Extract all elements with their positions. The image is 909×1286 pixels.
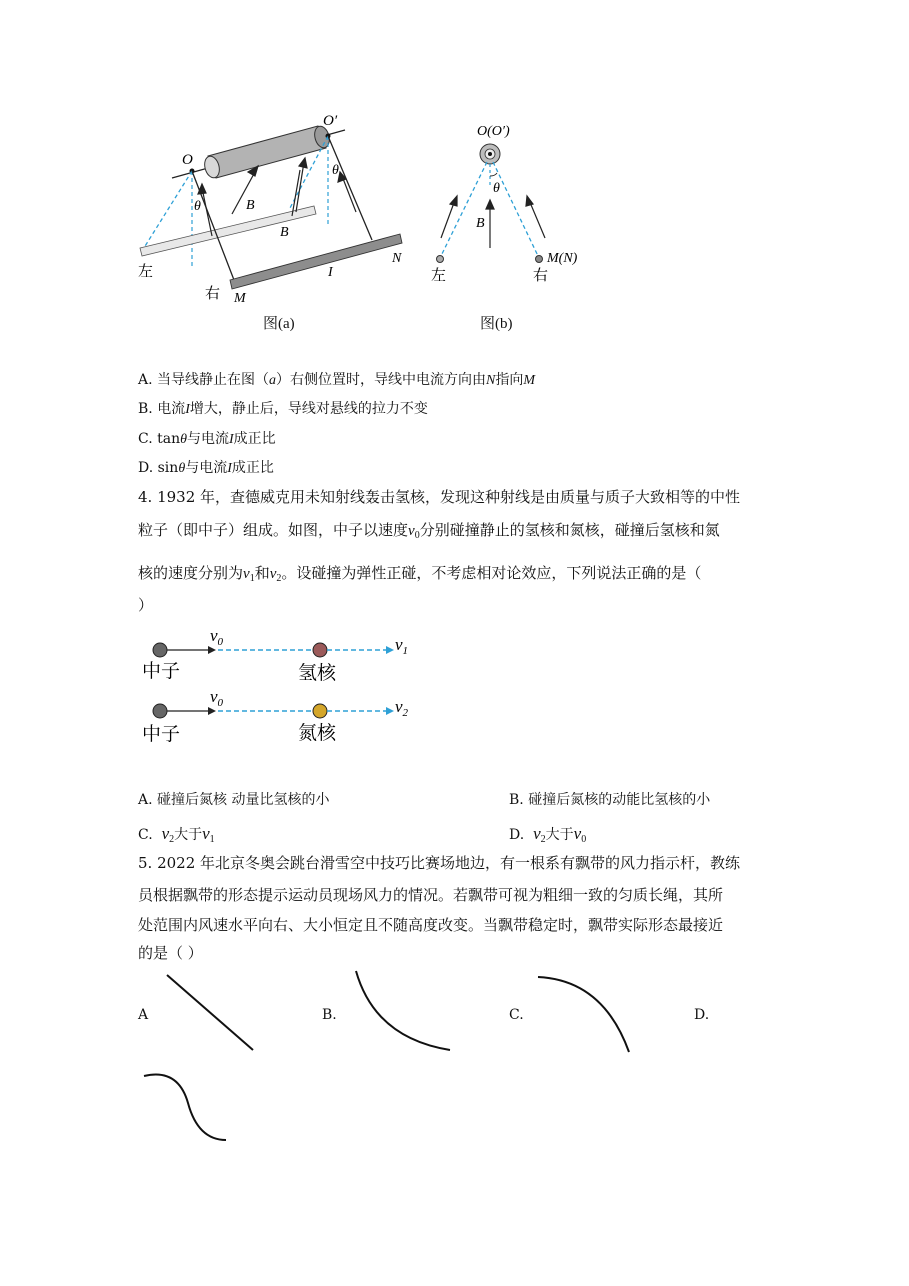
label-I: I [328, 265, 333, 280]
label-O-O-prime: O(O′) [477, 124, 510, 139]
q3-option-a: A. 当导线静止在图（a）右侧位置时，导线中电流方向由N指向M [138, 372, 536, 388]
q4-line-3: 核的速度分别为$v_1$和$v_2$。设碰撞为弹性正碰，不考虑相对论效应，下列说法正确的是（ [138, 564, 702, 584]
label-neutron-2: 中子 [142, 724, 181, 745]
label-right: 右 [205, 286, 221, 302]
q5-option-d-curve [138, 1068, 233, 1148]
label-hydrogen: 氢核 [298, 663, 337, 684]
q5-option-a-curve [160, 970, 260, 1055]
q3-option-c: C. tanθ与电流I成正比 [138, 431, 276, 447]
label-theta-b: θ [493, 181, 500, 196]
q5-line-3: 处范围内风速水平向右、大小恒定且不随高度改变。当飘带稳定时，飘带实际形态最接近 [138, 916, 724, 934]
q3-option-b: B. 电流I增大，静止后，导线对悬线的拉力不变 [138, 401, 428, 417]
q5-line-4: 的是（ ） [138, 944, 203, 962]
label-M: M [234, 291, 246, 306]
cylinder-rod [202, 125, 331, 180]
q4-line-2: 粒子（即中子）组成。如图，中子以速度$v_0$分别碰撞静止的氢核和氮核，碰撞后氢核和氮 [138, 521, 720, 541]
q5-option-c-label: C. [509, 1007, 524, 1023]
label-left: 左 [138, 264, 154, 280]
svg-text:v0: $v_0$ [210, 626, 224, 648]
label-B-1: B [246, 198, 255, 213]
label-O-prime: O′ [323, 113, 338, 129]
label-B-2: B [280, 225, 289, 240]
q4-line-4: ） [138, 596, 154, 614]
figure-b [425, 118, 605, 288]
q4-option-a: A. 碰撞后氮核 动量比氢核的小 [138, 792, 330, 808]
figure-b-caption: 图(b) [480, 316, 513, 332]
figure-a [130, 108, 420, 308]
label-neutron-1: 中子 [142, 661, 181, 682]
q4-option-d: D. $v_2$大于$v_0$ [509, 824, 587, 845]
label-right-b: 右 [533, 268, 549, 284]
q5-option-d-label: D. [694, 1007, 710, 1023]
label-M-N: M(N) [547, 251, 578, 266]
label-theta-2: θ [332, 163, 339, 178]
q5-line-1: 5. 2022 年北京冬奥会跳台滑雪空中技巧比赛场地边，有一根系有飘带的风力指示杆，教练 [138, 854, 741, 872]
q3-option-d: D. sinθ与电流I成正比 [138, 460, 274, 476]
label-theta-1: θ [194, 199, 201, 214]
q5-option-b-label: B. [322, 1007, 337, 1023]
label-N: N [392, 251, 402, 266]
figure-q4 [138, 625, 438, 750]
figure-a-caption: 图(a) [263, 316, 295, 332]
svg-text:v1: $v_1$ [395, 635, 409, 657]
q4-option-c: C. $v_2$大于$v_1$ [138, 824, 215, 845]
q5-line-2: 员根据飘带的形态提示运动员现场风力的情况。若飘带可视为粗细一致的匀质长绳，其所 [138, 886, 724, 904]
q5-option-a-label: A [138, 1007, 149, 1023]
q4-option-b: B. 碰撞后氮核的动能比氢核的小 [509, 792, 711, 808]
q4-line-1: 4. 1932 年，查德威克用未知射线轰击氢核，发现这种射线是由质量与质子大致相等的中性 [138, 488, 741, 506]
svg-text:v0: $v_0$ [210, 687, 224, 709]
label-O: O [182, 152, 193, 168]
label-nitrogen: 氮核 [298, 723, 337, 744]
label-left-b: 左 [431, 268, 447, 284]
q5-option-c-curve [533, 970, 638, 1055]
q5-option-b-curve [350, 968, 455, 1053]
svg-text:v2: $v_2$ [395, 697, 409, 719]
label-B-b: B [476, 216, 485, 231]
